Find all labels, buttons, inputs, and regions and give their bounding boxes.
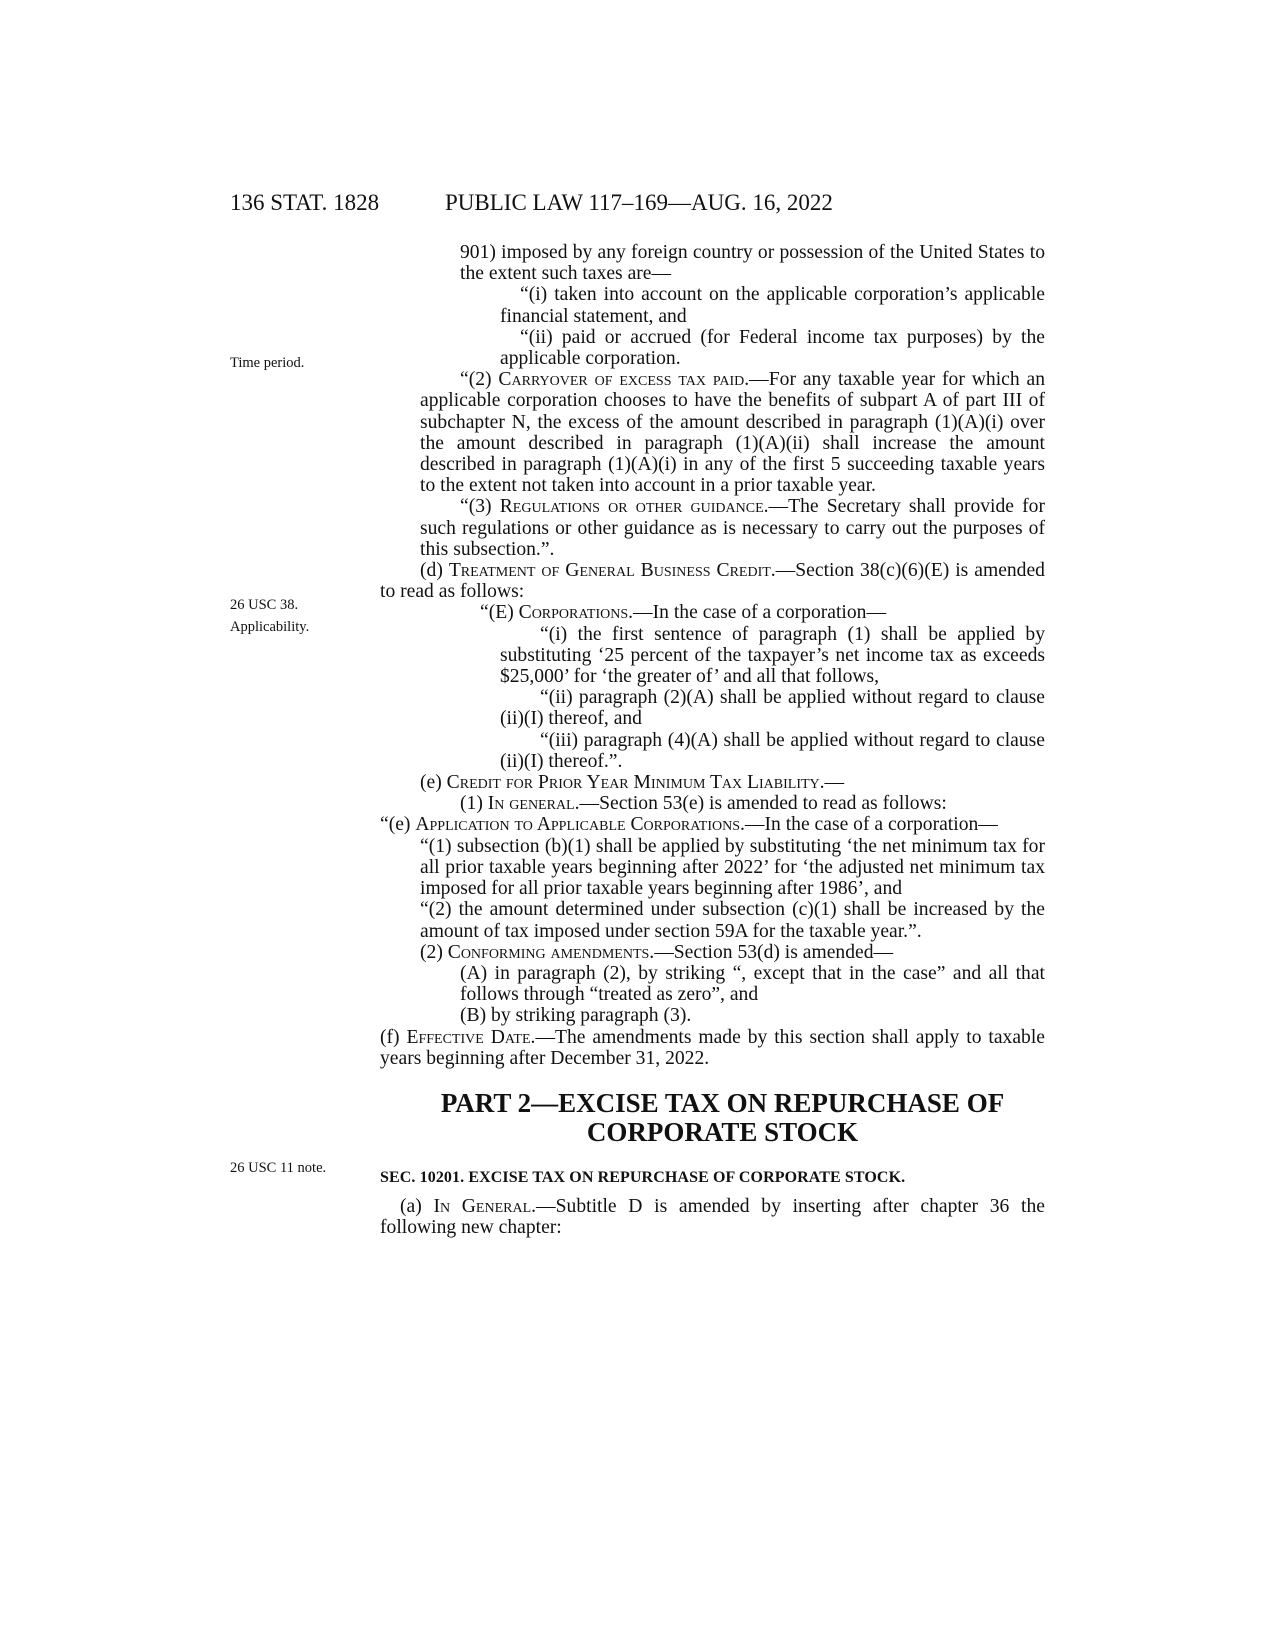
clause-i-first-sentence: “(i) the first sentence of paragraph (1) shall be applied by substituting ‘25 percent of the taxpayer’s net income tax as exceeds $25,000’ for ‘the greater of’ and all that follows, xyxy=(500,623,1045,688)
paragraph-foreign-taxes: 901) imposed by any foreign country or possession of the United States to the extent such taxes are— xyxy=(460,242,1045,285)
paragraph-2-subsection-c1: “(2) the amount determined under subsection (c)(1) shall be increased by the amount of tax imposed under section 59A for the taxable year.”. xyxy=(420,899,1045,942)
subsection-e-credit-prior-year: (e) Credit for Prior Year Minimum Tax Liability.— xyxy=(420,772,845,794)
margin-note-time-period: Time period. xyxy=(230,355,305,371)
paragraph-carryover-excess-tax: “(2) Carryover of excess tax paid.—For any taxable year for which an applicable corporation chooses to have the benefits of subpart A of part III of subchapter N, the excess of the amount described in paragraph (1)(A)(i) over the amount described in paragraph (1)(A)(ii) shall increase the amount described in paragraph (1)(A)(i) in any of the first 5 succeeding taxable years to the extent not taken into account in a prior taxable year. xyxy=(420,369,1045,497)
statute-body xyxy=(380,242,1045,1239)
margin-note-usc-38: 26 USC 38. xyxy=(230,597,299,613)
subparagraph-b-striking-paragraph-3: (B) by striking paragraph (3). xyxy=(460,1005,692,1027)
part-2-heading: PART 2—EXCISE TAX ON REPURCHASE OF CORPORATE STOCK xyxy=(440,1087,1005,1147)
clause-iii-paragraph-4a: “(iii) paragraph (4)(A) shall be applied without regard to clause (ii)(I) thereof.”. xyxy=(500,729,1045,772)
paragraph-2-conforming-amendments: (2) Conforming amendments.—Section 53(d) is amended— xyxy=(420,941,894,963)
margin-note-usc-11-note: 26 USC 11 note. xyxy=(230,1160,327,1176)
paragraph-1-in-general: (1) In general.—Section 53(e) is amended to read as follows: xyxy=(460,793,947,815)
heading-conforming-amendments: Conforming amendments xyxy=(447,941,650,963)
heading-application-corporations: Application to Applicable Corporations xyxy=(415,814,740,836)
clause-ii-paragraph-2a: “(ii) paragraph (2)(A) shall be applied without regard to clause (ii)(I) thereof, and xyxy=(500,687,1045,730)
stat-page-number: 136 STAT. 1828 xyxy=(230,190,380,215)
subsection-e-application: “(e) Application to Applicable Corporations.—In the case of a corporation— xyxy=(380,814,998,836)
paragraph-regulations-guidance: “(3) Regulations or other guidance.—The Secretary shall provide for such regulations or other guidance as is necessary to carry out the purposes of this subsection.”. xyxy=(420,496,1045,560)
heading-general-business-credit: Treatment of General Business Credit xyxy=(448,560,771,582)
law-title: PUBLIC LAW 117–169—AUG. 16, 2022 xyxy=(445,190,833,215)
heading-corporations: Corporations xyxy=(518,602,629,624)
running-head xyxy=(230,190,1030,220)
margin-note-applicability: Applicability. xyxy=(230,619,310,635)
subsection-f-effective-date: (f) Effective Date.—The amendments made by this section shall apply to taxable years beginning after December 31, 2022. xyxy=(380,1026,1045,1069)
heading-credit-prior-year: Credit for Prior Year Minimum Tax Liability xyxy=(446,772,820,794)
subsection-a-in-general: (a) In General.—Subtitle D is amended by inserting after chapter 36 the following new chapter: xyxy=(380,1196,1045,1239)
heading-regulations-guidance: Regulations or other guidance xyxy=(499,496,764,518)
subsection-d-general-business-credit: (d) Treatment of General Business Credit.—Section 38(c)(6)(E) is amended to read as follows: xyxy=(380,560,1045,603)
paragraph-1-subsection-b1: “(1) subsection (b)(1) shall be applied by substituting ‘the net minimum tax for all prior taxable years beginning after 2022’ for ‘the adjusted net minimum tax imposed for all prior taxable years beginning after 1986’, and xyxy=(420,835,1045,900)
heading-effective-date: Effective Date xyxy=(406,1026,531,1048)
heading-in-general-a: In General xyxy=(433,1196,532,1218)
clause-i-taken-into-account: “(i) taken into account on the applicable corporation’s applicable financial statement, and xyxy=(500,284,1045,327)
subparagraph-a-striking: (A) in paragraph (2), by striking “, except that in the case” and all that follows through “treated as zero”, and xyxy=(460,962,1045,1006)
clause-ii-paid-or-accrued: “(ii) paid or accrued (for Federal income tax purposes) by the applicable corporation. xyxy=(500,326,1045,370)
heading-carryover-excess-tax: Carryover of excess tax paid xyxy=(498,369,745,391)
subparagraph-e-corporations: “(E) Corporations.—In the case of a corporation— xyxy=(480,602,887,624)
section-10201-heading: SEC. 10201. EXCISE TAX ON REPURCHASE OF CORPORATE STOCK. xyxy=(380,1168,906,1186)
heading-in-general: In general xyxy=(487,793,575,815)
